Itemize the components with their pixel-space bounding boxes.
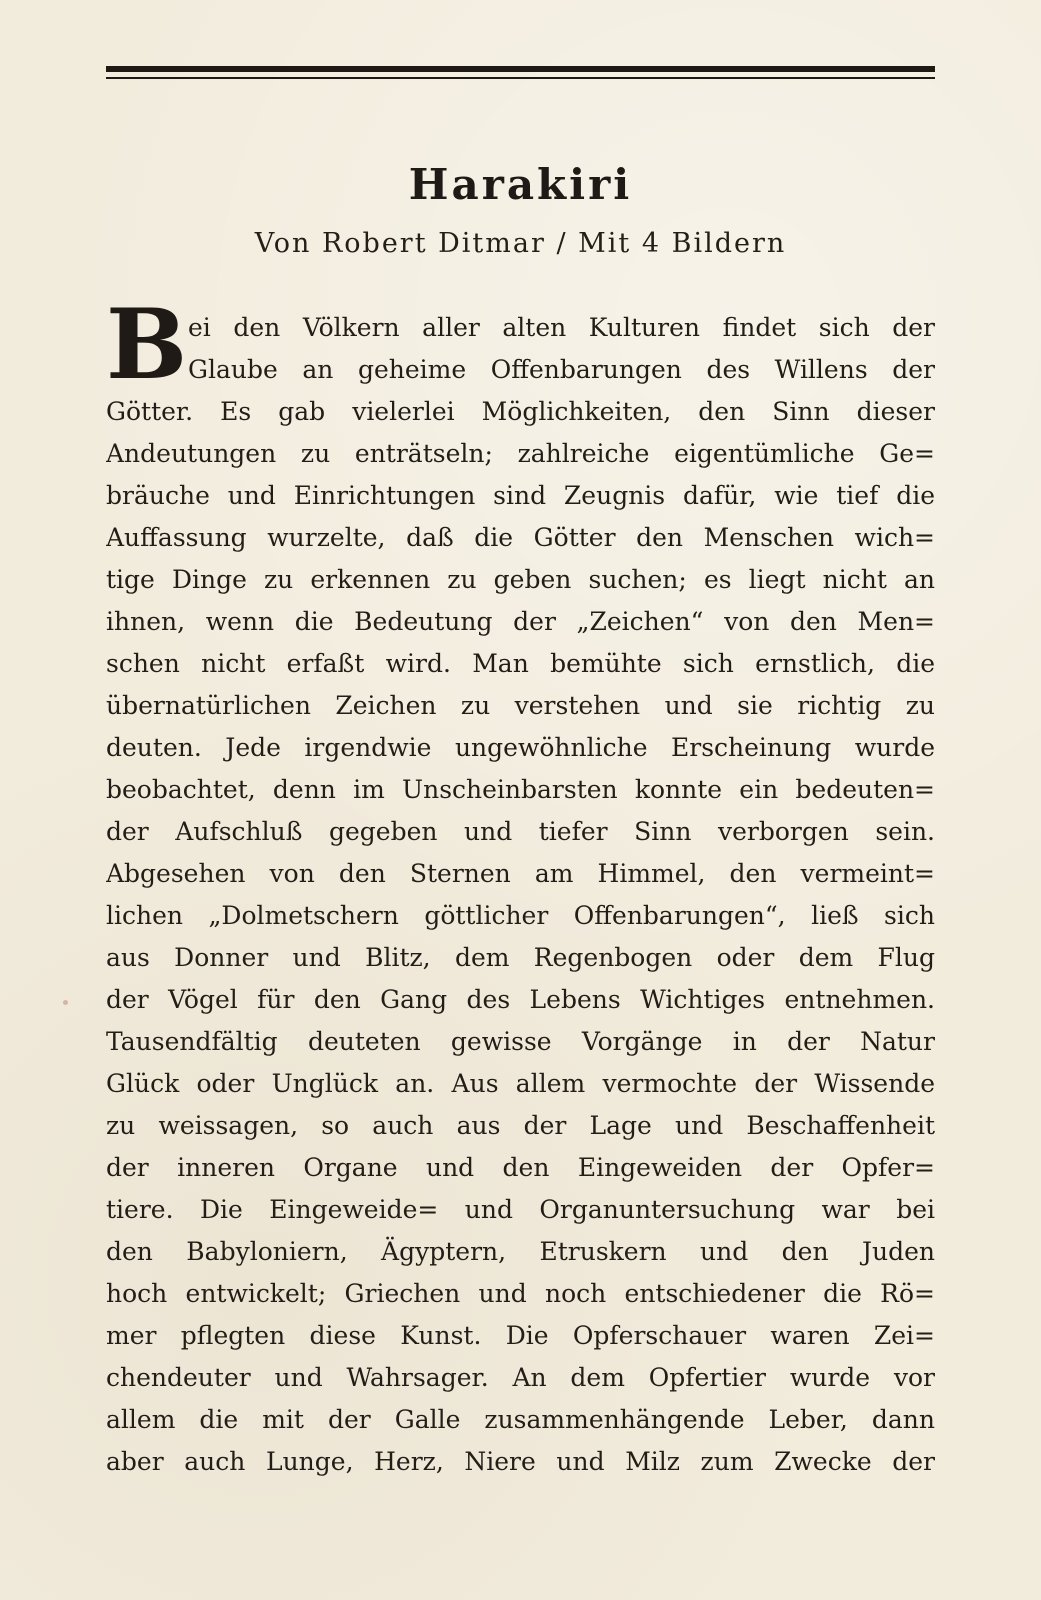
- body-line: ei den Völkern aller alten Kulturen findet sich der: [188, 313, 935, 342]
- body-line: übernatürlichen Zeichen zu verstehen und sie richtig zu: [106, 691, 935, 720]
- paper-speck: [63, 1000, 68, 1005]
- header-rule-thick: [106, 66, 935, 72]
- body-line: Götter. Es gab vielerlei Möglichkeiten, den Sinn dieser: [106, 397, 935, 426]
- body-line: Glaube an geheime Offenbarungen des Willens der: [188, 355, 935, 384]
- body-line: mer pflegten diese Kunst. Die Opferschauer waren Zei=: [106, 1321, 935, 1350]
- drop-cap: B: [106, 288, 188, 401]
- header-rule-thin: [106, 77, 935, 79]
- body-line: chendeuter und Wahrsager. An dem Opfertier wurde vor: [106, 1363, 935, 1392]
- body-line: hoch entwickelt; Griechen und noch entschiedener die Rö=: [106, 1279, 935, 1308]
- body-line: Andeutungen zu enträtseln; zahlreiche eigentümliche Ge=: [106, 439, 935, 468]
- author-byline: Von Robert Ditmar / Mit 4 Bildern: [254, 228, 787, 259]
- body-line: der inneren Organe und den Eingeweiden der Opfer=: [106, 1153, 935, 1182]
- body-line: deuten. Jede irgendwie ungewöhnliche Erscheinung wurde: [106, 733, 935, 762]
- body-line: allem die mit der Galle zusammenhängende Leber, dann: [106, 1405, 935, 1434]
- body-line: tiere. Die Eingeweide= und Organuntersuchung war bei: [106, 1195, 935, 1224]
- body-line: schen nicht erfaßt wird. Man bemühte sich ernstlich, die: [106, 649, 935, 678]
- body-line: ihnen, wenn die Bedeutung der „Zeichen“ von den Men=: [106, 607, 935, 636]
- body-line: zu weissagen, so auch aus der Lage und Beschaffenheit: [106, 1111, 935, 1140]
- body-line: Auffassung wurzelte, daß die Götter den Menschen wich=: [106, 523, 935, 552]
- article-title: Harakiri: [408, 160, 633, 209]
- body-line: aus Donner und Blitz, dem Regenbogen oder dem Flug: [106, 943, 935, 972]
- body-line: Tausendfältig deuteten gewisse Vorgänge in der Natur: [106, 1027, 935, 1056]
- body-line: der Aufschluß gegeben und tiefer Sinn verborgen sein.: [106, 817, 935, 846]
- body-line: aber auch Lunge, Herz, Niere und Milz zum Zwecke der: [106, 1447, 935, 1476]
- body-line: Abgesehen von den Sternen am Himmel, den vermeint=: [106, 859, 935, 888]
- body-line: Glück oder Unglück an. Aus allem vermochte der Wissende: [106, 1069, 935, 1098]
- body-line: beobachtet, denn im Unscheinbarsten konnte ein bedeuten=: [106, 775, 935, 804]
- body-line: bräuche und Einrichtungen sind Zeugnis dafür, wie tief die: [106, 481, 935, 510]
- body-line: tige Dinge zu erkennen zu geben suchen; es liegt nicht an: [106, 565, 935, 594]
- body-line: lichen „Dolmetschern göttlicher Offenbarungen“, ließ sich: [106, 901, 935, 930]
- body-line: der Vögel für den Gang des Lebens Wichtiges entnehmen.: [106, 985, 935, 1014]
- body-line: den Babyloniern, Ägyptern, Etruskern und den Juden: [106, 1237, 935, 1266]
